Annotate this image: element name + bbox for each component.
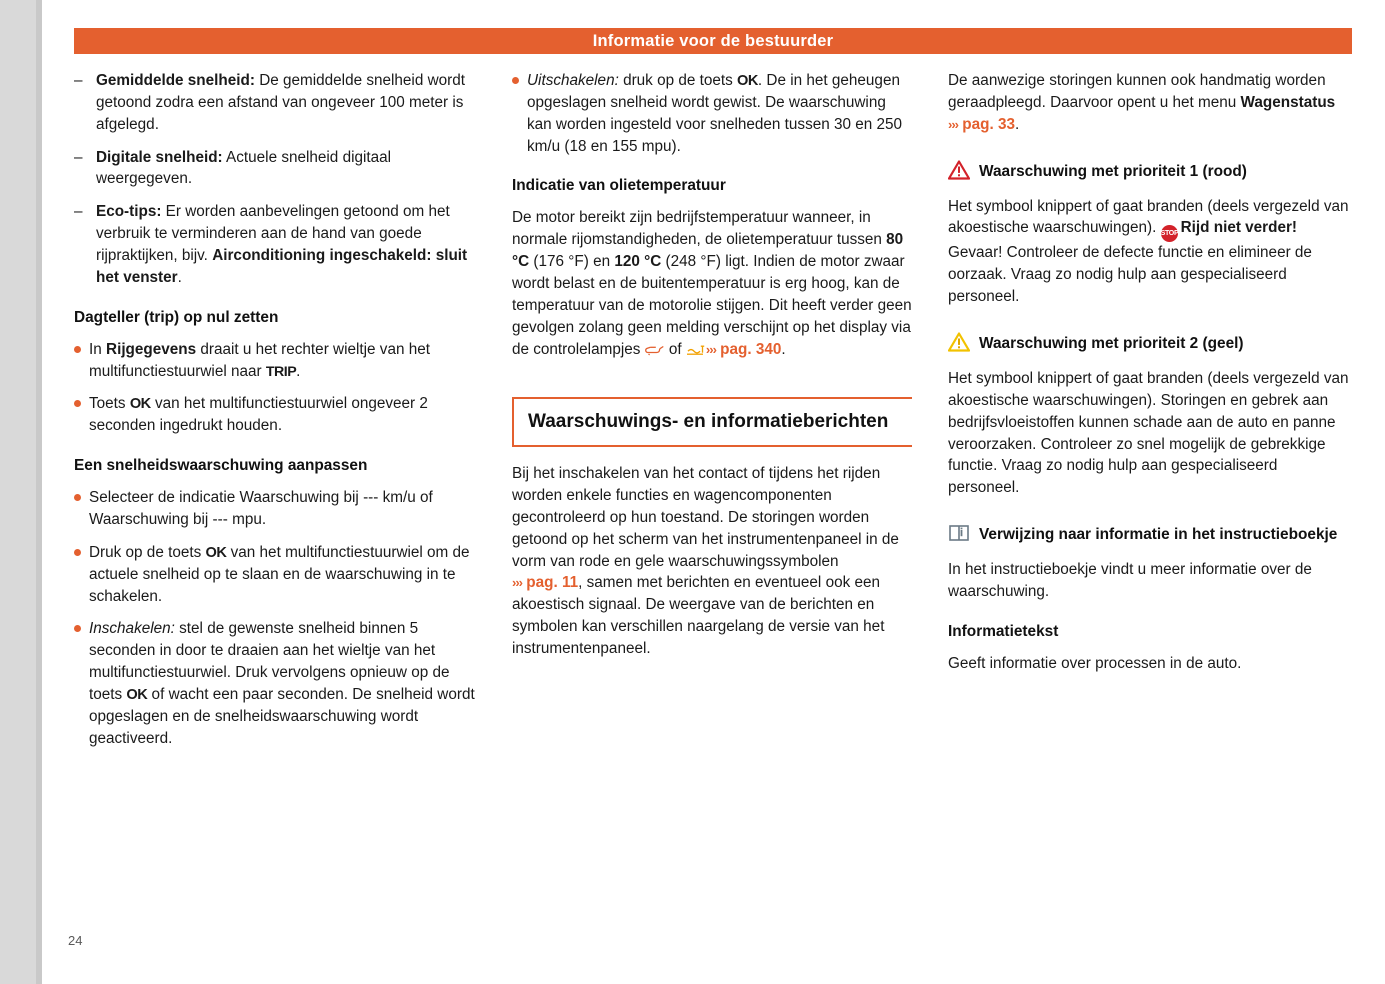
warning-triangle-yellow-icon <box>948 332 970 357</box>
text-fragment: , samen met berichten en eventueel ook een akoestisch signaal. De weergave van de berichten en symbolen kan verschillen naargelang de versie van het instrumentenpaneel. <box>512 574 885 658</box>
manual-reference-heading <box>948 523 1350 548</box>
page-number: 24 <box>68 933 83 948</box>
oil-can-icon <box>645 342 665 364</box>
oil-temperature-paragraph <box>512 207 912 363</box>
warning-messages-paragraph <box>512 463 912 660</box>
value-80c: 80 °C <box>512 231 904 271</box>
list-item-text <box>96 147 476 191</box>
text-fragment: . <box>296 362 301 380</box>
cross-reference-pag33[interactable] <box>948 116 1015 133</box>
reference-label: pag. 340 <box>715 340 782 358</box>
text-fragment: Druk op de toets <box>89 543 206 561</box>
stop-badge-icon: STOP <box>1161 225 1178 242</box>
dash-marker: – <box>74 148 83 166</box>
text-fragment: van het multifunctiestuurwiel om de actuele snelheid op te slaan en de waarschuwing in te schakelen. <box>89 543 470 605</box>
bullet-dot-icon <box>74 400 81 407</box>
warning-emphasis: Rijd niet verder! <box>1180 219 1298 237</box>
list-item-text <box>96 201 476 288</box>
page-edge-shadow <box>0 0 42 984</box>
ok-key-label: OK <box>129 396 151 413</box>
list-item <box>74 147 476 191</box>
dash-marker: – <box>74 72 83 89</box>
bullet-dot-icon <box>74 625 81 632</box>
column-right <box>948 70 1350 890</box>
manual-reference-paragraph: In het instructieboekje vindt u meer informatie over de waarschuwing. <box>948 561 1312 601</box>
list-item-text <box>89 339 476 383</box>
list-item-text <box>527 70 912 157</box>
value-120c: 120 °C <box>614 253 662 271</box>
ok-key-label: OK <box>126 687 148 704</box>
trip-key-label: TRIP <box>265 363 297 380</box>
bullet-dot-icon <box>74 346 81 353</box>
text-fragment: De aanwezige storingen kunnen ook handmatig worden geraadpleegd. Daarvoor opent u het menu <box>948 72 1326 111</box>
list-item <box>74 393 476 437</box>
list-item-tail: . <box>177 268 182 286</box>
reference-arrows-icon: ››› <box>948 116 958 132</box>
ok-key-label: OK <box>737 73 758 89</box>
warning-priority-1-paragraph <box>948 196 1350 308</box>
heading-oil-temperature: Indicatie van olietemperatuur <box>512 177 726 195</box>
list-item-text <box>89 393 476 437</box>
text-fragment: In <box>89 340 107 358</box>
list-item-lead: Gemiddelde snelheid: <box>96 72 255 89</box>
text-fragment: (248 °F) ligt. Indien de motor zwaar wordt belast en de buitentemperatuur is erg hoog, kan de temperatuur van de motorolie stijgen. Dit heeft verder geen gevolgen zolang geen melding verschijnt op het display via de controlelampjes <box>512 253 912 358</box>
text-fragment: Het symbool knippert of gaat branden (deels vergezeld van akoestische waarschuwingen). <box>948 197 1349 237</box>
text-fragment: De motor bereikt zijn bedrijfstemperatuur wanneer, in normale rijomstandigheden, de olietemperatuur tussen <box>512 209 887 249</box>
oil-temperature-icon <box>686 342 706 364</box>
text-fragment: of wacht een paar seconden. De snelheid wordt opgeslagen en de snelheidswaarschuwing wordt geactiveerd. <box>89 686 475 747</box>
warning-priority-2-title: Waarschuwing met prioriteit 2 (geel) <box>979 335 1244 353</box>
section-title-box <box>512 397 912 447</box>
heading-trip-reset: Dagteller (trip) op nul zetten <box>74 308 279 326</box>
list-item-text <box>96 70 476 136</box>
list-item-text <box>89 542 476 608</box>
bullet-dot-icon <box>512 77 519 84</box>
text-emphasis: Inschakelen: <box>89 620 175 638</box>
heading-informatietekst: Informatietekst <box>948 622 1059 640</box>
list-item-body: Er worden aanbevelingen getoond om het verbruik te verminderen aan de hand van goede rijpraktijken, bijv. <box>96 203 450 265</box>
text-fragment: (176 °F) en <box>529 253 615 271</box>
column-left <box>74 70 476 890</box>
list-item <box>74 618 476 749</box>
bullet-dot-icon <box>74 494 81 501</box>
reference-arrows-icon: ››› <box>705 341 716 357</box>
reference-label: pag. 11 <box>522 574 579 592</box>
list-item-text: Selecteer de indicatie Waarschuwing bij --- km/u of Waarschuwing bij --- mpu. <box>89 489 433 529</box>
section-title: Waarschuwings- en informatieberichten <box>528 411 889 433</box>
warning-priority-1-heading <box>948 160 1350 185</box>
list-item-bold-tail: Airconditioning ingeschakeld: sluit het venster <box>96 247 468 286</box>
text-fragment: Gevaar! Controleer de defecte functie en elimineer de oorzaak. Vraag zo nodig hulp aan gespecialiseerd personeel. <box>948 244 1312 306</box>
reference-arrows-icon: ››› <box>512 575 522 591</box>
cross-reference-pag340[interactable] <box>706 341 781 358</box>
menu-name: Rijgegevens <box>106 340 197 358</box>
column-middle <box>512 70 912 890</box>
text-fragment: Toets <box>89 395 130 413</box>
page-header <box>74 28 1352 54</box>
list-item <box>74 542 476 608</box>
warning-priority-1-title: Waarschuwing met prioriteit 1 (rood) <box>979 162 1247 180</box>
columns-container <box>74 70 1352 890</box>
dash-marker: – <box>74 203 83 221</box>
list-item <box>74 339 476 383</box>
reference-label: pag. 33 <box>958 115 1015 133</box>
text-fragment: . De in het geheugen opgeslagen snelheid wordt gewist. De waarschuwing kan worden ingesteld voor snelheden tussen 30 en 250 km/u (18 en 155 mpu). <box>527 72 903 155</box>
text-fragment: draait u het rechter wieltje van het multifunctiestuurwiel naar <box>89 340 430 380</box>
heading-speed-warning: Een snelheidswaarschuwing aanpassen <box>74 457 368 475</box>
text-fragment: stel de gewenste snelheid binnen 5 seconden in door te draaien aan het wieltje van het multifunctiestuurwiel. Druk vervolgens opnieuw op de toets <box>89 620 450 704</box>
menu-name: Wagenstatus <box>1240 93 1336 111</box>
manual-book-icon <box>948 523 970 548</box>
cross-reference-pag11[interactable] <box>512 574 578 591</box>
text-fragment: of <box>664 340 686 358</box>
manual-reference-title: Verwijzing naar informatie in het instructieboekje <box>979 526 1338 544</box>
text-fragment: van het multifunctiestuurwiel ongeveer 2 seconden ingedrukt houden. <box>89 395 428 435</box>
text-fragment: . <box>781 340 786 358</box>
list-item <box>512 70 912 157</box>
page-header-title: Informatie voor de bestuurder <box>592 31 834 50</box>
list-item-body: De gemiddelde snelheid wordt getoond zodra een afstand van ongeveer 100 meter is afgelegd. <box>96 72 465 133</box>
warning-priority-2-heading <box>948 332 1350 357</box>
ok-key-label: OK <box>205 544 227 561</box>
text-fragment: druk op de toets <box>618 72 738 89</box>
vehicle-status-paragraph <box>948 70 1350 136</box>
list-item-body: Actuele snelheid digitaal weergegeven. <box>96 148 392 188</box>
text-fragment: . <box>1014 115 1020 133</box>
warning-priority-2-paragraph: Het symbool knippert of gaat branden (deels vergezeld van akoestische waarschuwingen). Storingen en gebrek aan bedrijfsvloeistoffen kunnen schade aan de auto en panne veroorzaken. Controleer zo snel mogelijk de gebrekkige functie. Vraag zo nodig hulp aan gespecialiseerd personeel. <box>948 370 1349 497</box>
warning-triangle-red-icon <box>948 160 970 185</box>
document-page <box>42 0 1385 984</box>
bullet-dot-icon <box>74 549 81 556</box>
text-fragment: Bij het inschakelen van het contact of tijdens het rijden worden enkele functies en wagencomponenten gecontroleerd op hun toestand. De storingen worden getoond op het scherm van het instrumentenpaneel in de vorm van rode en gele waarschuwingssymbolen <box>512 465 899 570</box>
list-item-lead: Eco-tips: <box>96 203 162 221</box>
list-item <box>74 201 476 288</box>
list-item <box>74 487 476 531</box>
informatietekst-paragraph: Geeft informatie over processen in de auto. <box>948 654 1242 672</box>
text-emphasis: Uitschakelen: <box>527 72 619 89</box>
list-item-lead: Digitale snelheid: <box>96 148 223 166</box>
list-item-text <box>89 618 476 749</box>
list-item <box>74 70 476 136</box>
